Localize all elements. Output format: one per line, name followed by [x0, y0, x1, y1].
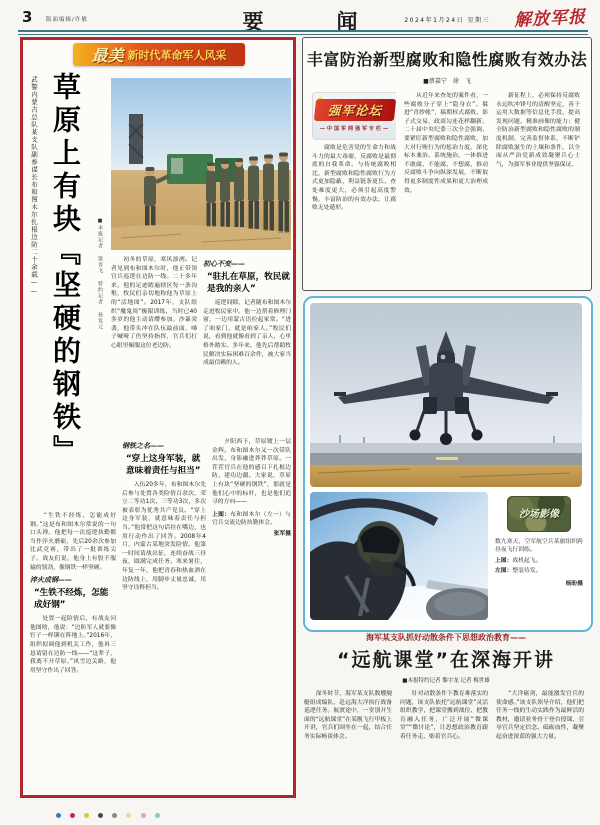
cockpit-photo	[310, 492, 488, 620]
color-dot	[141, 813, 146, 818]
forum-flag-band	[314, 99, 396, 121]
media-credit: 杨盼摄	[565, 580, 583, 587]
left-photo-caption	[212, 511, 291, 539]
left-body-col4-text: 入伍20多年，布和图木尔先后参与处置各类险情百余次，荣立二等功1次、三等功3次，多次被表彰为优秀共产党员。“穿上这身军装，就意味着责任与担当。”他常把这句话挂在嘴边，也用行动作出了回答。2008年4月，内蒙古某地突发险情，他第一时间请战出征，连续奋战三昼夜，圆满完成任务。寒来暑往，年复一年，他把青春和热血洒在边防线上，用脚步丈量忠诚，用坚守诠释担当。	[122, 482, 206, 592]
section-title: 要 闻	[242, 10, 384, 34]
left-body-col5-text: 夕阳西下，草原镀上一层金辉。布和图木尔又一次带队出发，身影融进莽莽草原。一茬茬官兵在他的感召下扎根边防、建功边疆。大家说，草原上有块“坚硬的钢铁”，那就是他们心中的标杆，也是他们追寻的方向——	[212, 439, 291, 506]
jet-photo	[310, 303, 582, 487]
section-quote-3: “生铁不经炼，怎能成好钢”	[34, 588, 109, 611]
zuimei-banner	[73, 43, 245, 66]
media-caption-left	[495, 567, 583, 575]
cap-left-label: 左图：	[495, 568, 513, 575]
left-kicker: 武警内蒙古总队某支队副参谋长布和图木尔扎根边防二十余载——	[30, 76, 38, 297]
left-body-col4	[122, 438, 206, 790]
right-bottom-article	[302, 632, 590, 800]
forum-subtitle: —中国军网强军专栏—	[319, 126, 390, 132]
banner-text: 新时代革命军人风采	[127, 48, 227, 62]
section-quote-2: “穿上这身军装，就意味着责任与担当”	[126, 454, 201, 476]
left-body-col2-text: 巡逻间隙，记者随布和图木尔走进牧民家中。他一边帮着修理门窗，一边用蒙古语拉起家常。“进了咱家门，就是咱家人。”牧民们说，看到他就像看到了亲人，心里格外踏实。多年来，他先后帮助牧民解决实际困难百余件，被大家当成最信赖的人。	[203, 300, 291, 367]
banner-calligraphy: 最美	[91, 46, 124, 65]
edition-note: 版面编辑/许敏	[46, 17, 88, 23]
left-byline: ■本报记者 梁晋飞 特约记者 孙发元	[97, 218, 103, 330]
masthead-logo: 解放军报	[513, 7, 587, 31]
color-dot	[56, 813, 61, 818]
section-label-2: 钢铁之名——	[122, 442, 164, 450]
caption-credit: 张军摄	[273, 530, 291, 537]
right-top-col1	[312, 92, 396, 280]
page-number: 3	[22, 8, 33, 26]
cap-top-text: 战机起飞。	[512, 557, 542, 564]
cap-top-label: 上图：	[495, 557, 513, 564]
right-top-col2: 从近年来查处的案件看，一些腐败分子穿上“隐身衣”、躲进“青纱帐”，搞期权式腐败、影子式交易，政商勾连花样翻新。二十届中央纪委三次全会强调，要紧盯新型腐败和隐性腐败，加大对行贿行为的惩治力度，深化标本兼治、系统施治，一体推进不敢腐、不能腐、不想腐，推动反腐败斗争向纵深发展，不断取得更多制度性成果和更大治理成效。	[404, 93, 488, 194]
media-caption-box	[495, 494, 583, 620]
soldiers-photo	[111, 78, 291, 250]
forum-title: 强军论坛	[327, 103, 383, 118]
color-dot	[70, 813, 75, 818]
right-top-col1-text: 腐败是危害党的生命力和战斗力的最大毒瘤，反腐败是最彻底的自我革命。与传统腐败相比，新型腐败和隐性腐败行为方式更加隐蔽、利益链条更长、查处难度更大，必须引起高度警惕，丰富防治的有效办法，让腐败无处遁形。	[312, 145, 396, 212]
cap-left-text: 整装待发。	[512, 568, 542, 575]
media-frame	[303, 296, 593, 632]
left-article	[20, 37, 296, 798]
right-top-byline: ■蔡嘉宁 徐 飞	[423, 78, 471, 85]
header-rule	[18, 30, 588, 35]
shachang-badge	[507, 496, 571, 532]
section-label-3: 淬火成钢——	[30, 576, 72, 585]
media-caption-top	[495, 557, 583, 565]
right-bottom-col1: 深冬时节，海军某支队数艘舰艇组成编队，赴远海大洋执行战备巡逻任务。航渡途中，一堂别开生面的“远航课堂”在某舰飞行甲板上开讲，官兵们围坐在一起，结合任务实际畅谈体会。	[304, 691, 392, 740]
color-dot	[126, 813, 131, 818]
media-caption-intro: 数九寒天，空军航空兵某旅组织跨昼夜飞行训练。	[495, 539, 583, 554]
color-dot	[98, 813, 103, 818]
right-top-col3: 新征程上，必须保持反腐败永远吹冲锋号的清醒坚定，善于运用大数据等信息化手段，提高发现问题、精准画像的能力；健全防治新型腐败和隐性腐败的制度机制，完善监督体系，不断铲除腐败滋生的土壤和条件，以全面从严治党新成效凝聚兵心士气，为强军事业提供坚强保证。	[496, 93, 580, 168]
left-body-col1: 初冬的草原，寒风凛冽。记者见到布和图木尔时，他正带领官兵巡逻在边防一线。二十多年来，他的足迹踏遍辖区每一条沟壑，牧民们亲切地称他为草原上的“活地图”。2017年，支队组织“魔鬼周”极限训练，当时已40多岁的他主动请缨参加。沙暴突袭，他带头冲在队伍最前面，嗓子喊哑了仍坚持指挥，官兵们打心眼里佩服这位老边防。	[111, 257, 197, 349]
right-bottom-col3: “大洋砺剑，最能激发官兵的使命感。”该支队领导介绍，他们把任务一线的生动实践作为最鲜活的教材，邀请业务骨干登台授课，引导官兵坚定信念、砥砺血性，凝聚起奋进深蓝的强大力量。	[496, 691, 584, 740]
color-dot	[155, 813, 160, 818]
right-bottom-kicker: 海军某支队抓好动散条件下思想政治教育——	[366, 633, 526, 642]
caption-text: 布和图木尔（左一）与官兵交流边防执勤体会。	[212, 511, 291, 527]
shachang-badge-text: 沙场影像	[519, 508, 559, 520]
right-top-article	[302, 37, 592, 291]
print-registration-dots	[56, 805, 164, 824]
left-body-col3	[30, 512, 116, 790]
caption-label: 上图：	[212, 511, 231, 518]
section-quote-1: “驻扎在草原，牧民就是我的亲人”	[207, 272, 290, 294]
right-bottom-byline: ■本报特约记者 黎宇龙 记者 梅世雄	[402, 678, 490, 684]
page-header	[0, 0, 600, 34]
color-dot	[84, 813, 89, 818]
right-bottom-headline: “远航课堂”在深海开讲	[337, 649, 555, 671]
right-top-headline: 丰富防治新型腐败和隐性腐败有效办法	[306, 50, 588, 69]
left-headline: 草原上有块『坚硬的钢铁』	[49, 72, 82, 468]
dateline: 2024年1月24日 星期三	[404, 17, 490, 24]
right-bottom-col2: 针对动散条件下教育难落实的问题，该支队依托“远航课堂”灵活组织教学，把课堂搬到战位、把教育融入任务，广泛开展“微课堂”“微讨论”，让思想政治教育跟着任务走、贴着官兵心。	[400, 691, 488, 740]
left-body-col5	[212, 438, 291, 790]
left-body-col2	[203, 256, 291, 434]
left-body-col3-text-b: 处置一起险情后，有战友问他图啥，他说：“边防军人就要像钉子一样铆在阵地上。”2016年，组织拟调他到机关工作，他再三恳请留在边防一线——“这辈子，我离不开草原。”风雪边关路，他用坚守作出了回答。	[30, 616, 116, 674]
color-dot	[112, 813, 117, 818]
qiangjun-forum-badge	[312, 92, 396, 140]
section-label-1: 初心不变——	[203, 260, 245, 268]
media-block	[302, 295, 590, 627]
left-body-col3-text-a: “生铁不经炼，怎能成好钢。”这是布和图木尔常说的一句口头禅。他把每一次巡逻执勤都当作淬火磨砺，先后20余次参加比武竞赛，带出了一批训练尖子。战友们说，他身上有股不服输的韧劲，像钢铁一样坚硬。	[30, 513, 116, 571]
